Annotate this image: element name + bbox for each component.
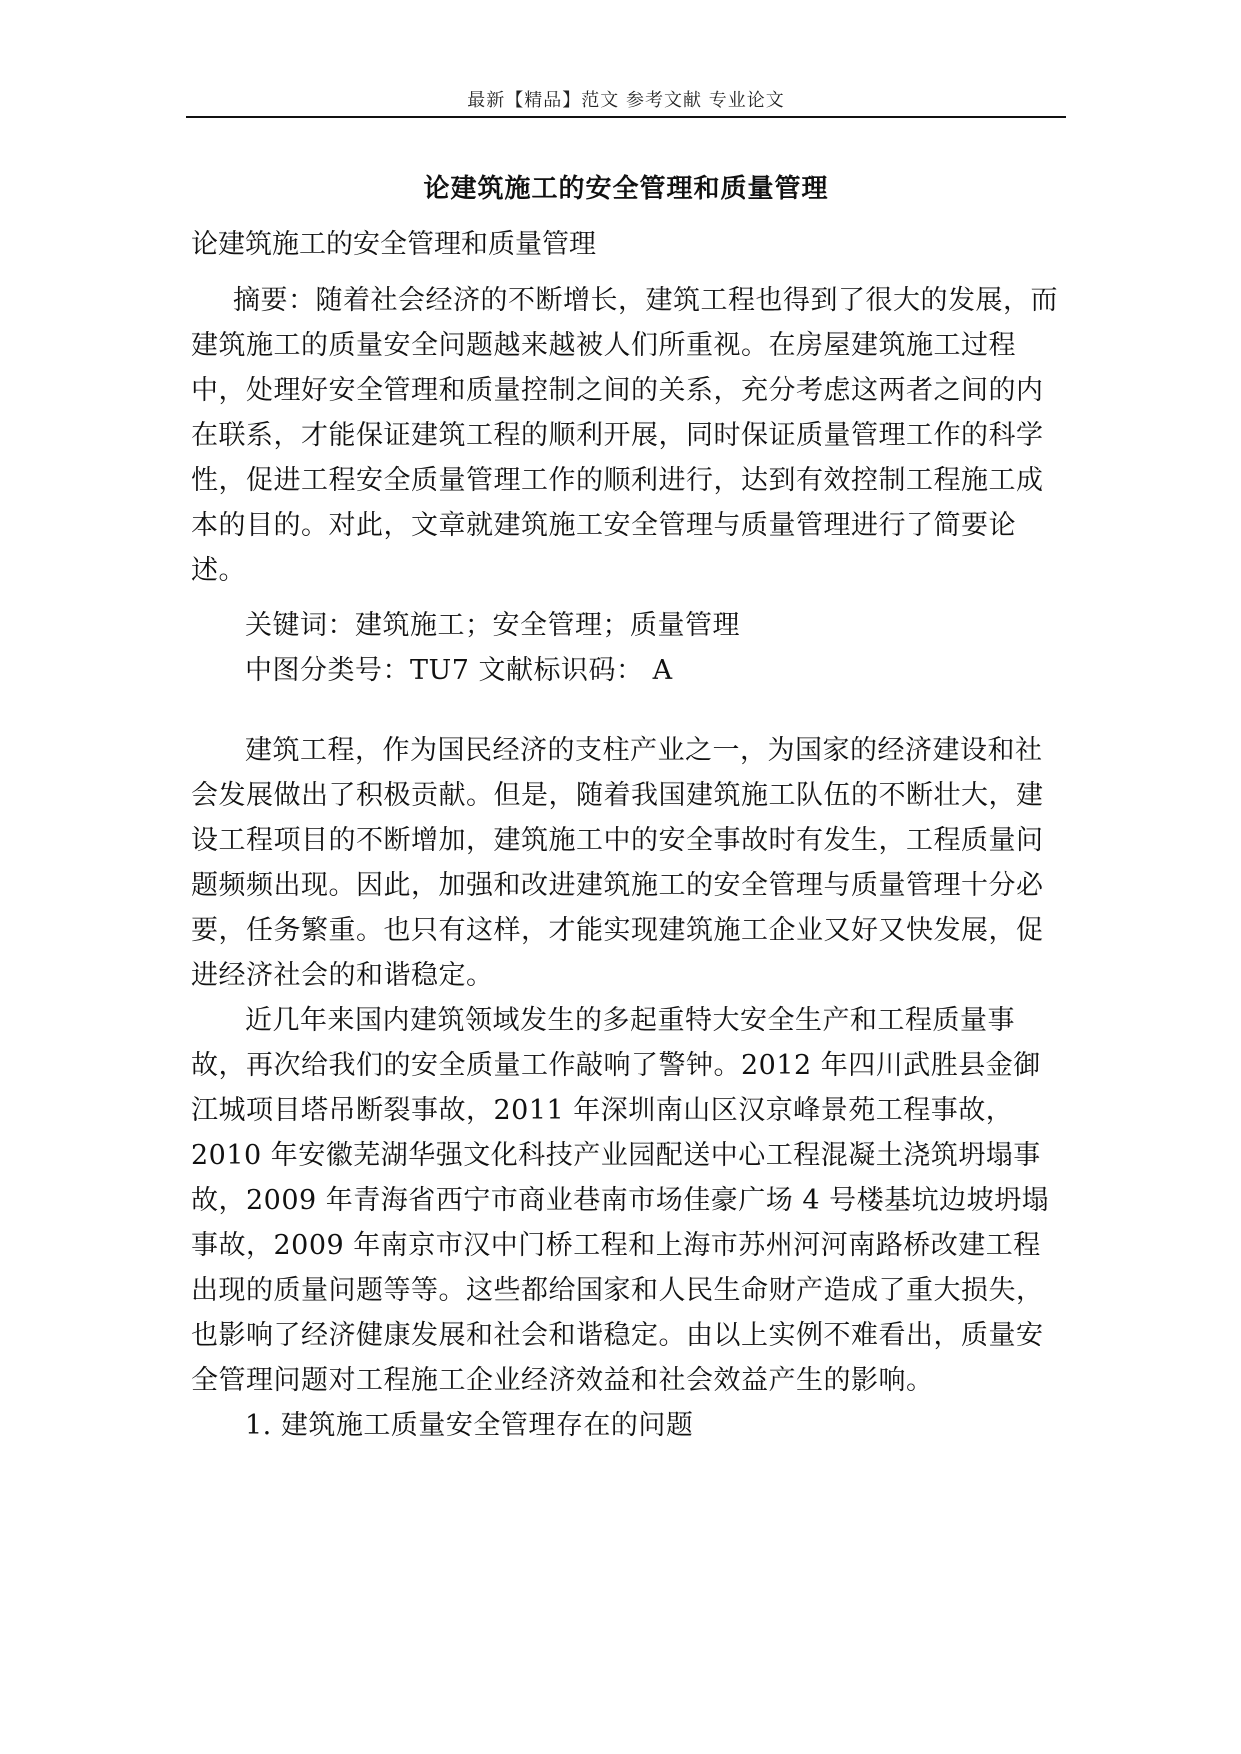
keywords-block (191, 603, 1061, 693)
keywords-line: 关键词：建筑施工；安全管理；质量管理 (245, 610, 740, 641)
body-paragraph-2: 近几年来国内建筑领域发生的多起重特大安全生产和工程质量事故，再次给我们的安全质量工作敲响了警钟。2012 年四川武胜县金御江城项目塔吊断裂事故，2011 年深圳南山区汉京峰景苑工程事故，2010 年安徽芜湖华强文化科技产业园配送中心工程混凝土浇筑坍塌事故，2009 年青海省西宁市商业巷南市场佳豪广场 4 号楼基坑边坡坍塌事故，2009 年南京市汉中门桥工程和上海市苏州河河南路桥改建工程出现的质量问题等等。这些都给国家和人民生命财产造成了重大损失，也影响了经济健康发展和社会和谐稳定。由以上实例不难看出，质量安全管理问题对工程施工企业经济效益和社会效益产生的影响。 (191, 1005, 1050, 1396)
abstract-block (191, 278, 1061, 593)
running-header: 最新【精品】范文 参考文献 专业论文 (467, 90, 785, 111)
body-section (191, 728, 1061, 1448)
document-title: 论建筑施工的安全管理和质量管理 (423, 174, 829, 204)
document-subtitle: 论建筑施工的安全管理和质量管理 (191, 229, 596, 260)
section-heading: 1. 建筑施工质量安全管理存在的问题 (245, 1410, 694, 1441)
classification-line: 中图分类号：TU7 文献标识码： A (245, 655, 673, 686)
body-paragraph-1: 建筑工程，作为国民经济的支柱产业之一，为国家的经济建设和社会发展做出了积极贡献。但是，随着我国建筑施工队伍的不断壮大，建设工程项目的不断增加，建筑施工中的安全事故时有发生，工程质量问题频频出现。因此，加强和改进建筑施工的安全管理与质量管理十分必要，任务繁重。也只有这样，才能实现建筑施工企业又好又快发展，促进经济社会的和谐稳定。 (191, 735, 1044, 991)
abstract-paragraph: 摘要：随着社会经济的不断增长，建筑工程也得到了很大的发展，而建筑施工的质量安全问题越来越被人们所重视。在房屋建筑施工过程中，处理好安全管理和质量控制之间的关系，充分考虑这两者之间的内在联系，才能保证建筑工程的顺利开展，同时保证质量管理工作的科学性，促进工程安全质量管理工作的顺利进行，达到有效控制工程施工成本的目的。对此，文章就建筑施工安全管理与质量管理进行了简要论述。 (191, 285, 1058, 586)
header-divider (186, 116, 1066, 118)
